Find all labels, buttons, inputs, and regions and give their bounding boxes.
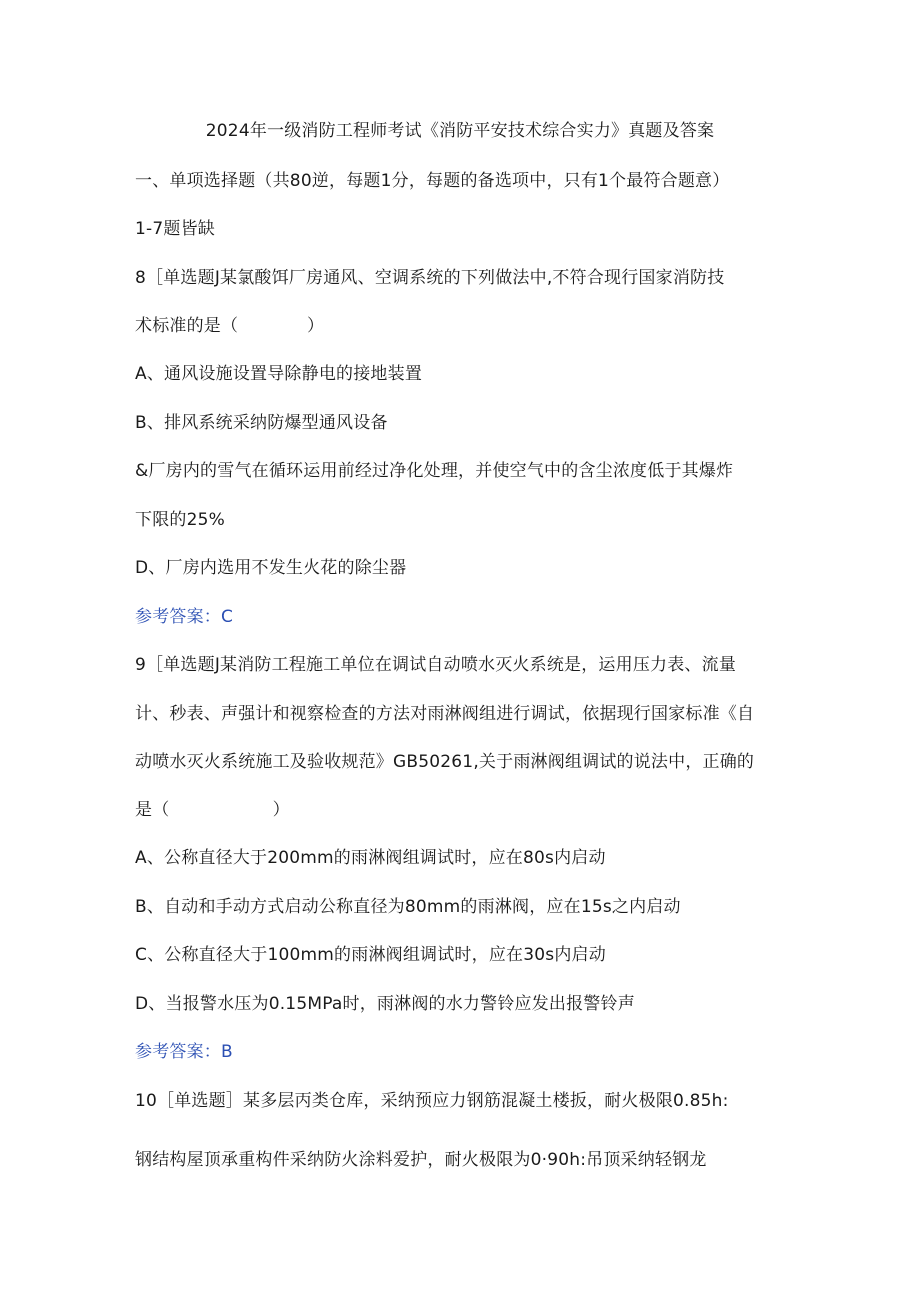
document-title: 2024年一级消防工程师考试《消防平安技术综合实力》真题及答案 (205, 121, 715, 141)
option-d: D、当报警水压为0.15MPa时，雨淋阀的水力警铃应发出报警铃声 (135, 994, 635, 1014)
question-stem-line: 10［单选题］某多层丙类仓库，采纳预应力钢筋混凝土楼扳，耐火极限0.85h: (135, 1091, 729, 1111)
option-c-continued: 下限的25% (135, 510, 225, 530)
reference-answer: 参考答案：C (135, 607, 234, 627)
option-b: B、自动和手动方式启动公称直径为80mm的雨淋阀，应在15s之内启动 (135, 897, 681, 917)
missing-questions-note: 1-7题皆缺 (135, 219, 215, 239)
section-heading: 一、单项选择题（共80逆，每题1分，每题的备选项中，只有1个最符合题意） (135, 171, 730, 191)
option-d: D、厂房内选用不发生火花的除尘器 (135, 558, 407, 578)
option-a: A、通风设施设置导除静电的接地装置 (135, 364, 423, 384)
question-stem-line: 钢结构屋顶承重构件采纳防火涂料爱护，耐火极限为0·90h:吊顶采纳轻钢龙 (135, 1150, 707, 1170)
question-stem-line: 计、秒表、声强计和视察检查的方法对雨淋阀组进行调试，依据现行国家标准《自 (135, 704, 755, 724)
question-stem-line: 术标准的是（ ） (135, 316, 325, 336)
question-stem-line: 是（ ） (135, 800, 290, 820)
question-stem-line: 8［单选题J某氯酸饵厂房通风、空调系统的下列做法中,不符合现行国家消防技 (135, 268, 725, 288)
option-a: A、公称直径大于200mm的雨淋阀组调试时，应在80s内启动 (135, 848, 606, 868)
question-stem-line: 9［单选题J某消防工程施工单位在调试自动喷水灭火系统是，运用压力表、流量 (135, 655, 737, 675)
option-b: B、排风系统采纳防爆型通风设备 (135, 413, 388, 433)
option-c: C、公称直径大于100mm的雨淋阀组调试时，应在30s内启动 (135, 945, 606, 965)
reference-answer: 参考答案：B (135, 1042, 233, 1062)
option-c: &厂房内的雪气在循环运用前经过净化处理，并使空气中的含尘浓度低于其爆炸 (135, 461, 734, 481)
question-stem-line: 动喷水灭火系统施工及验收规范》GB50261,关于雨淋阀组调试的说法中，正确的 (135, 752, 755, 772)
